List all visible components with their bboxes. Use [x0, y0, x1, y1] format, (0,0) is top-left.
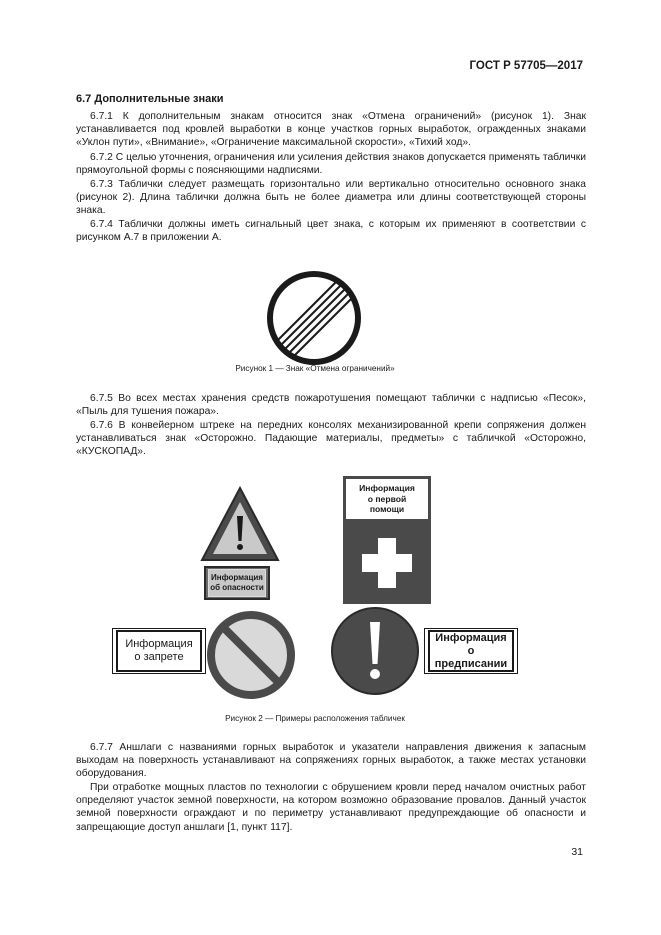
figure-2-caption: Рисунок 2 — Примеры расположения табличек: [225, 714, 405, 723]
page-number: 31: [571, 846, 583, 858]
plaque-first-aid-line3: помощи: [369, 504, 405, 515]
end-of-restrictions-sign: [266, 270, 362, 366]
paragraph-6-7-4: 6.7.4 Таблички должны иметь сигнальный цвет знака, с которым их применяют в соответствии с рисунком А.7 в приложении А.: [76, 219, 586, 244]
plaque-danger-line2: об опасности: [210, 583, 264, 592]
paragraph-6-7-5: 6.7.5 Во всех местах хранения средств пожаротушения помещают таблички с надписью «Песок», «Пыль для тушения пожара».: [76, 393, 586, 418]
plaque-mandatory-line1: Информация: [435, 631, 507, 644]
plaque-first-aid: [343, 476, 431, 522]
paragraph-6-7-6: 6.7.6 В конвейерном штреке на передних консолях механизированной крепи сопряжения должен устанавливаться знак «Осторожно. Падающие материалы, предметы» с табличкой «Осторожно, «КУСКОПАД».: [76, 420, 586, 458]
plaque-danger-line1: Информация: [211, 573, 263, 582]
paragraph-surface-fencing: При отработке мощных пластов по технологии с обрушением кровли перед началом очистных работ определяют участок земной поверхности, на котором возможно образование провалов. Данный участок земной поверхности ограждают и по периметру устанавливают предупреждающие об опасности и запрещающие доступ аншлаги [1, пункт 117].: [76, 782, 586, 833]
paragraph-6-7-1: 6.7.1 К дополнительным знакам относится знак «Отмена ограничений» (рисунок 1). Знак устанавливается под кровлей выработки в конце участков горных выработок, огражденных знаками «Уклон пути», «Внимание», «Ограничение максимальной скорости», «Тихий ход».: [76, 111, 586, 149]
figure-1-caption: Рисунок 1 — Знак «Отмена ограничений»: [235, 364, 395, 373]
plaque-first-aid-line1: Информация: [359, 483, 415, 494]
plaque-prohibition-line1: Информация: [125, 638, 193, 650]
document-id: ГОСТ Р 57705—2017: [469, 60, 583, 72]
prohibition-sign-icon: [206, 610, 296, 700]
plaque-mandatory-line2: о предписании: [434, 644, 508, 670]
paragraph-6-7-3: 6.7.3 Таблички следует размещать горизонтально или вертикально относительно основного знака (рисунок 2). Длина таблички должна быть не более диаметра или длины соответствующей стороны знака.: [76, 179, 586, 217]
plaque-prohibition-line2: о запрете: [134, 651, 184, 663]
warning-triangle-icon: [200, 486, 280, 564]
plaque-mandatory: [424, 628, 518, 674]
plaque-danger: [204, 566, 270, 600]
mandatory-sign-icon: [330, 606, 420, 696]
section-title: 6.7 Дополнительные знаки: [76, 93, 224, 105]
paragraph-6-7-7: 6.7.7 Аншлаги с названиями горных выработок и указатели направления движения к запасным выходам на поверхность устанавливают на сопряжениях горных выработок, а также местах установки оборудования.: [76, 742, 586, 780]
paragraph-6-7-2: 6.7.2 С целью уточнения, ограничения или усиления действия знаков допускается применять таблички прямоугольной формы с поясняющими надписями.: [76, 152, 586, 177]
plaque-first-aid-line2: о первой: [367, 493, 407, 504]
first-aid-cross-icon: [343, 522, 431, 604]
plaque-prohibition: [112, 628, 206, 674]
